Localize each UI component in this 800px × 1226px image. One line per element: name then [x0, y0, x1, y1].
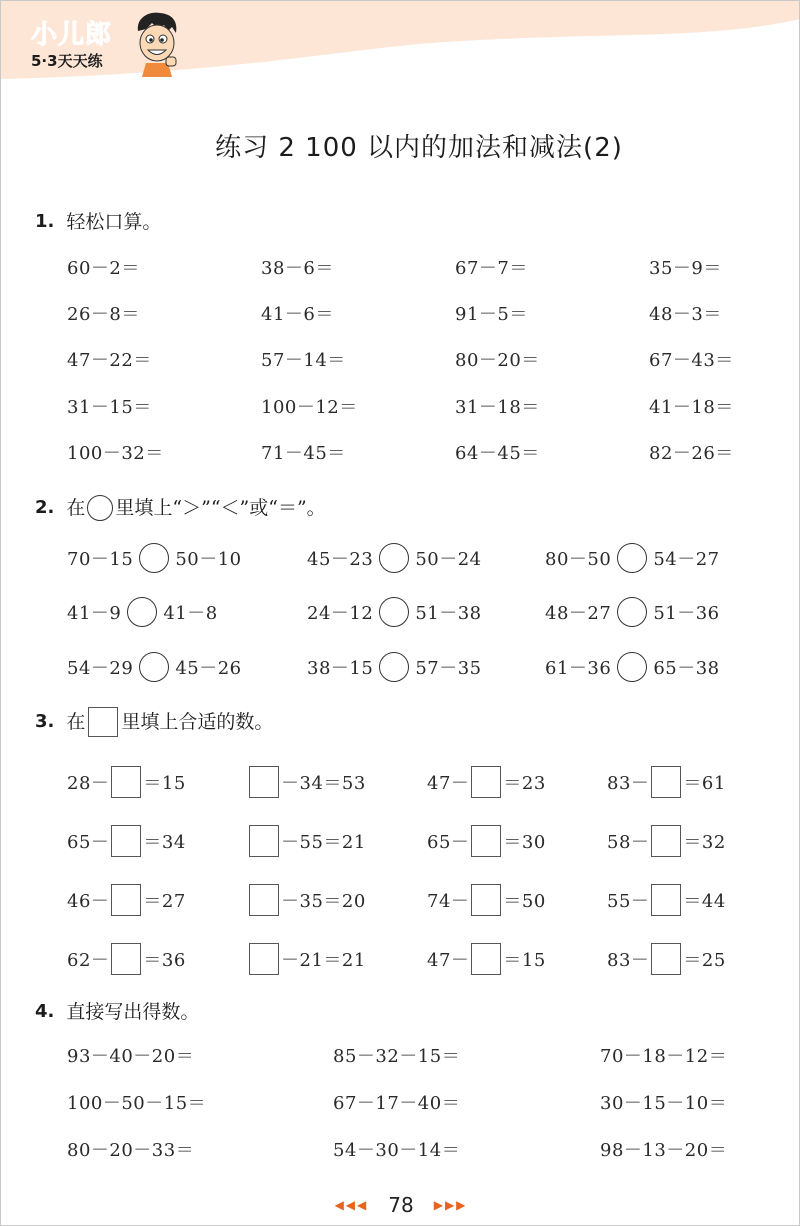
direct-answer-problem: 67－17－40＝ [333, 1093, 461, 1114]
fill-blank-prefix: 83－ [607, 950, 650, 971]
arrow-right-icon: ▶▶▶ [433, 1198, 468, 1212]
fill-blank-problem [607, 883, 726, 917]
comparison-problem [67, 650, 242, 684]
fill-blank-problem [67, 765, 186, 799]
oral-problem: 38－6＝ [261, 258, 334, 279]
oral-problem: 26－8＝ [67, 304, 140, 325]
comparison-right: 51－36 [653, 603, 720, 624]
comparison-left: 24－12 [307, 603, 374, 624]
section-2-number: 2. [35, 497, 55, 518]
fill-blank-prefix: 65－ [427, 832, 470, 853]
fill-blank-prefix: 55－ [607, 891, 650, 912]
oral-problem: 57－14＝ [261, 350, 346, 371]
section-4-number: 4. [35, 1001, 55, 1022]
section-4-instruction: 直接写出得数。 [66, 1001, 200, 1023]
answer-box[interactable] [249, 884, 279, 916]
answer-circle[interactable] [139, 652, 169, 682]
answer-box[interactable] [471, 884, 501, 916]
brand-logo [31, 21, 112, 71]
fill-blank-suffix: ＝15 [143, 773, 186, 794]
fill-blank-suffix: ＝61 [683, 773, 726, 794]
fill-blank-suffix: ＝32 [683, 832, 726, 853]
answer-box[interactable] [651, 943, 681, 975]
answer-box[interactable] [111, 825, 141, 857]
oral-problem: 31－15＝ [67, 397, 152, 418]
answer-box[interactable] [249, 825, 279, 857]
fill-blank-problem [247, 883, 366, 917]
answer-box[interactable] [471, 943, 501, 975]
answer-box[interactable] [111, 884, 141, 916]
fill-blank-prefix: 47－ [427, 773, 470, 794]
fill-blank-suffix: －21＝21 [281, 950, 366, 971]
fill-blank-prefix: 58－ [607, 832, 650, 853]
arrow-left-icon: ◀◀◀ [334, 1198, 369, 1212]
comparison-right: 41－8 [163, 603, 218, 624]
section-1-instruction: 轻松口算。 [66, 211, 162, 233]
fill-blank-problem [67, 942, 186, 976]
fill-blank-suffix: －34＝53 [281, 773, 366, 794]
fill-blank-suffix: ＝15 [503, 950, 546, 971]
direct-answer-problem: 85－32－15＝ [333, 1046, 461, 1067]
direct-answer-problem: 93－40－20＝ [67, 1046, 195, 1067]
oral-problem: 48－3＝ [649, 304, 722, 325]
oral-problem: 82－26＝ [649, 443, 734, 464]
fill-blank-prefix: 65－ [67, 832, 110, 853]
answer-box[interactable] [111, 943, 141, 975]
comparison-right: 45－26 [175, 658, 242, 679]
oral-problem: 67－7＝ [455, 258, 528, 279]
fill-blank-problem [607, 942, 726, 976]
fill-blank-prefix: 74－ [427, 891, 470, 912]
fill-blank-suffix: ＝27 [143, 891, 186, 912]
fill-blank-problem [607, 824, 726, 858]
oral-problem: 47－22＝ [67, 350, 152, 371]
comparison-problem [545, 650, 720, 684]
oral-problem: 91－5＝ [455, 304, 528, 325]
comparison-left: 38－15 [307, 658, 374, 679]
answer-box[interactable] [651, 766, 681, 798]
direct-answer-problem: 98－13－20＝ [600, 1140, 728, 1161]
fill-blank-problem [607, 765, 726, 799]
answer-circle[interactable] [139, 543, 169, 573]
section-2-instruction-before: 在 [66, 497, 86, 519]
fill-blank-suffix: ＝25 [683, 950, 726, 971]
section-4-heading [35, 997, 199, 1027]
comparison-left: 54－29 [67, 658, 134, 679]
section-1-heading [35, 207, 161, 237]
fill-blank-problem [427, 765, 546, 799]
comparison-right: 54－27 [653, 549, 720, 570]
answer-circle[interactable] [617, 543, 647, 573]
fill-blank-problem [67, 824, 186, 858]
fill-blank-prefix: 47－ [427, 950, 470, 971]
fill-blank-problem [67, 883, 186, 917]
fill-blank-prefix: 28－ [67, 773, 110, 794]
answer-circle[interactable] [379, 652, 409, 682]
fill-blank-prefix: 62－ [67, 950, 110, 971]
fill-blank-problem [247, 765, 366, 799]
comparison-left: 80－50 [545, 549, 612, 570]
answer-circle[interactable] [379, 543, 409, 573]
comparison-left: 70－15 [67, 549, 134, 570]
oral-problem: 41－6＝ [261, 304, 334, 325]
oral-problem: 60－2＝ [67, 258, 140, 279]
fill-blank-problem [427, 824, 546, 858]
oral-problem: 41－18＝ [649, 397, 734, 418]
page-footer [1, 1193, 800, 1217]
direct-answer-problem: 100－50－15＝ [67, 1093, 207, 1114]
comparison-problem [307, 650, 482, 684]
comparison-right: 65－38 [653, 658, 720, 679]
oral-problem: 35－9＝ [649, 258, 722, 279]
comparison-left: 41－9 [67, 603, 122, 624]
section-3-number: 3. [35, 711, 55, 732]
answer-box[interactable] [471, 825, 501, 857]
fill-blank-suffix: －55＝21 [281, 832, 366, 853]
fill-blank-suffix: ＝36 [143, 950, 186, 971]
fill-blank-problem [427, 942, 546, 976]
fill-blank-problem [247, 824, 366, 858]
page-title: 练习 2 100 以内的加法和减法(2) [215, 133, 623, 163]
comparison-problem [545, 541, 720, 575]
answer-circle[interactable] [617, 597, 647, 627]
brand-subtitle: 5·3天天练 [31, 52, 103, 70]
comparison-left: 45－23 [307, 549, 374, 570]
section-2-instruction-after: 里填上“＞”“＜”或“＝”。 [115, 497, 326, 519]
fill-blank-suffix: ＝44 [683, 891, 726, 912]
fill-blank-problem [247, 942, 366, 976]
comparison-problem [307, 595, 482, 629]
answer-circle[interactable] [617, 652, 647, 682]
direct-answer-problem: 30－15－10＝ [600, 1093, 728, 1114]
fill-blank-suffix: ＝23 [503, 773, 546, 794]
comparison-right: 50－24 [415, 549, 482, 570]
answer-box-sample [88, 707, 118, 737]
answer-box[interactable] [651, 884, 681, 916]
mascot-boy-icon [132, 11, 182, 77]
comparison-problem [67, 595, 218, 629]
fill-blank-prefix: 83－ [607, 773, 650, 794]
comparison-problem [307, 541, 482, 575]
section-3-instruction-after: 里填上合适的数。 [121, 711, 274, 733]
oral-problem: 64－45＝ [455, 443, 540, 464]
comparison-right: 57－35 [415, 658, 482, 679]
oral-problem: 71－45＝ [261, 443, 346, 464]
oral-problem: 100－32＝ [67, 443, 164, 464]
section-2-heading [35, 493, 326, 523]
fill-blank-prefix: 46－ [67, 891, 110, 912]
section-3-instruction-before: 在 [66, 711, 86, 733]
comparison-right: 51－38 [415, 603, 482, 624]
direct-answer-problem: 54－30－14＝ [333, 1140, 461, 1161]
comparison-problem [545, 595, 720, 629]
oral-problem: 100－12＝ [261, 397, 358, 418]
answer-box[interactable] [111, 766, 141, 798]
answer-box[interactable] [471, 766, 501, 798]
direct-answer-problem: 80－20－33＝ [67, 1140, 195, 1161]
section-1-number: 1. [35, 211, 55, 232]
page-number: 78 [388, 1193, 414, 1217]
fill-blank-suffix: ＝30 [503, 832, 546, 853]
comparison-right: 50－10 [175, 549, 242, 570]
fill-blank-problem [427, 883, 546, 917]
comparison-left: 48－27 [545, 603, 612, 624]
answer-circle[interactable] [127, 597, 157, 627]
comparison-left: 61－36 [545, 658, 612, 679]
oral-problem: 80－20＝ [455, 350, 540, 371]
fill-blank-suffix: ＝50 [503, 891, 546, 912]
direct-answer-problem: 70－18－12＝ [600, 1046, 728, 1067]
oral-problem: 67－43＝ [649, 350, 734, 371]
answer-circle-sample [87, 495, 113, 521]
answer-box[interactable] [249, 943, 279, 975]
section-3-heading [35, 707, 273, 737]
brand-name: 小儿郎 [31, 20, 113, 50]
comparison-problem [67, 541, 242, 575]
fill-blank-suffix: ＝34 [143, 832, 186, 853]
fill-blank-suffix: －35＝20 [281, 891, 366, 912]
oral-problem: 31－18＝ [455, 397, 540, 418]
answer-box[interactable] [249, 766, 279, 798]
answer-circle[interactable] [379, 597, 409, 627]
answer-box[interactable] [651, 825, 681, 857]
header-band [1, 1, 800, 81]
